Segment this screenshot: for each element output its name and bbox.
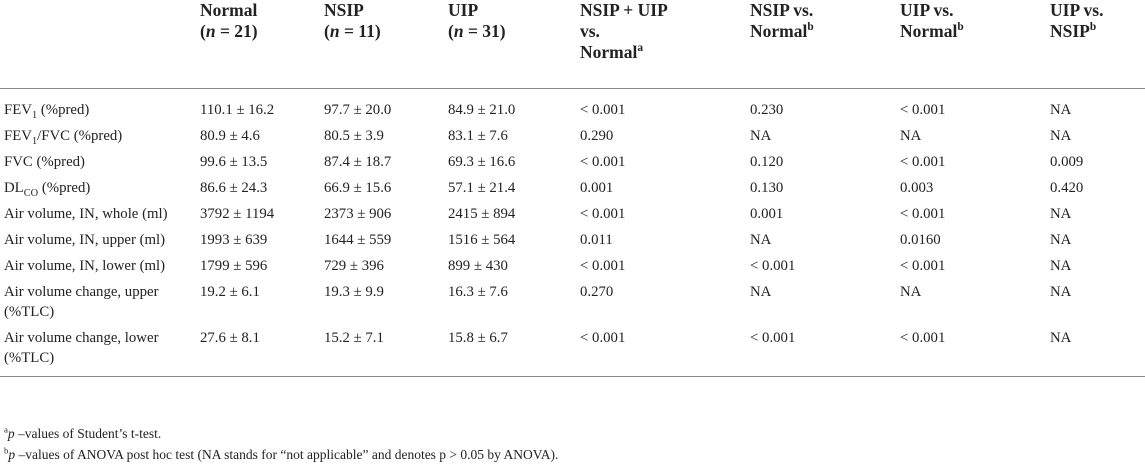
cell-value: 15.2 ± 7.1: [324, 330, 384, 346]
table-row: [0, 126, 1145, 152]
cell-value: 0.009: [1050, 154, 1084, 170]
row-label: Air volume, IN, upper (ml): [4, 232, 166, 248]
footnote-b: $^b$p –values of ANOVA post hoc test (NA stands for “not applicable” and denotes p > 0.05 by ANOVA).: [4, 445, 559, 462]
cell-value: NA: [1050, 258, 1072, 274]
cell-value: 69.3 ± 16.6: [448, 154, 516, 170]
table-row: [0, 282, 1145, 328]
cell-value: 66.9 ± 15.6: [324, 180, 392, 196]
cell-value: 1644 ± 559: [324, 232, 392, 248]
cell-value: 729 ± 396: [324, 258, 384, 274]
row-label: $FEV_1$/FVC (%pred): [4, 128, 123, 147]
cell-value: 19.2 ± 6.1: [200, 284, 260, 300]
cell-value: < 0.001: [580, 258, 626, 274]
table-row: [0, 328, 1145, 377]
cell-value: < 0.001: [580, 102, 626, 118]
cell-value: < 0.001: [750, 258, 796, 274]
row-label: Air volume change, lower (%TLC): [4, 330, 159, 366]
cell-value: 19.3 ± 9.9: [324, 284, 384, 300]
cell-value: NA: [1050, 284, 1072, 300]
row-label: Air volume, IN, lower (ml): [4, 258, 166, 274]
header-nsip-uip-vs-normal: NSIP + UIP vs. Normal$^a$: [580, 0, 668, 62]
table-row: [0, 89, 1145, 127]
table-row: [0, 152, 1145, 178]
table-body: [0, 89, 1145, 377]
cell-value: 2373 ± 906: [324, 206, 392, 222]
cell-value: 80.5 ± 3.9: [324, 128, 384, 144]
header-row: [0, 0, 1145, 89]
cell-value: 16.3 ± 7.6: [448, 284, 508, 300]
cell-value: 0.0160: [900, 232, 941, 248]
cell-value: < 0.001: [900, 330, 946, 346]
cell-value: < 0.001: [580, 330, 626, 346]
table-row: [0, 178, 1145, 204]
header-uip-vs-nsip: UIP vs. NSIP$^b$: [1050, 0, 1104, 41]
cell-value: 0.270: [580, 284, 614, 300]
header-nsip: NSIP (n = 11): [324, 0, 448, 89]
row-label: Air volume, IN, whole (ml): [4, 206, 168, 222]
cell-value: 0.120: [750, 154, 784, 170]
row-label: FVC (%pred): [4, 154, 85, 170]
cell-value: 0.001: [750, 206, 784, 222]
table-row: [0, 204, 1145, 230]
cell-value: < 0.001: [900, 258, 946, 274]
cell-value: 0.011: [580, 232, 613, 248]
cell-value: 84.9 ± 21.0: [448, 102, 516, 118]
cell-value: < 0.001: [750, 330, 796, 346]
cell-value: < 0.001: [580, 154, 626, 170]
header-nsip-n: (n = 11): [324, 21, 381, 41]
cell-value: 80.9 ± 4.6: [200, 128, 260, 144]
cell-value: 1516 ± 564: [448, 232, 516, 248]
cell-value: NA: [1050, 102, 1072, 118]
cell-value: 83.1 ± 7.6: [448, 128, 508, 144]
cell-value: 0.001: [580, 180, 614, 196]
cell-value: NA: [750, 128, 772, 144]
cell-value: NA: [1050, 330, 1072, 346]
cell-value: 0.290: [580, 128, 614, 144]
table-row: [0, 230, 1145, 256]
table-row: [0, 256, 1145, 282]
footnote-a: $^a$p –values of Student’s t-test.: [4, 424, 162, 441]
cell-value: NA: [750, 232, 772, 248]
cell-value: 0.130: [750, 180, 784, 196]
cell-value: 1993 ± 639: [200, 232, 268, 248]
cell-value: 1799 ± 596: [200, 258, 268, 274]
row-label: Air volume change, upper (%TLC): [4, 284, 159, 320]
cell-value: NA: [750, 284, 772, 300]
cell-value: 110.1 ± 16.2: [200, 102, 275, 118]
header-uip-vs-normal: UIP vs. Normal$^b$: [900, 0, 964, 41]
cell-value: 97.7 ± 20.0: [324, 102, 392, 118]
cell-value: 0.003: [900, 180, 934, 196]
cell-value: 86.6 ± 24.3: [200, 180, 268, 196]
cell-value: 3792 ± 1194: [200, 206, 275, 222]
cell-value: 899 ± 430: [448, 258, 508, 274]
cell-value: < 0.001: [580, 206, 626, 222]
row-label: $DL_{CO}$ (%pred): [4, 180, 91, 199]
cell-value: 2415 ± 894: [448, 206, 516, 222]
cell-value: < 0.001: [900, 206, 946, 222]
header-nsip-vs-normal: NSIP vs. Normal$^b$: [750, 0, 814, 41]
cell-value: NA: [1050, 128, 1072, 144]
cell-value: 87.4 ± 18.7: [324, 154, 392, 170]
cell-value: 0.420: [1050, 180, 1084, 196]
cell-value: 99.6 ± 13.5: [200, 154, 268, 170]
cell-value: 27.6 ± 8.1: [200, 330, 260, 346]
cell-value: 15.8 ± 6.7: [448, 330, 508, 346]
header-normal-n: (n = 21): [200, 21, 258, 41]
cell-value: 57.1 ± 21.4: [448, 180, 516, 196]
row-label: $FEV_1$ (%pred): [4, 102, 90, 121]
cell-value: NA: [900, 128, 922, 144]
header-uip: UIP (n = 31): [448, 0, 580, 89]
header-empty: [0, 0, 200, 89]
header-normal: Normal (n = 21): [200, 0, 324, 89]
header-uip-n: (n = 31): [448, 21, 506, 41]
cell-value: 0.230: [750, 102, 784, 118]
cell-value: NA: [900, 284, 922, 300]
cell-value: < 0.001: [900, 102, 946, 118]
cell-value: < 0.001: [900, 154, 946, 170]
cell-value: NA: [1050, 206, 1072, 222]
cell-value: NA: [1050, 232, 1072, 248]
